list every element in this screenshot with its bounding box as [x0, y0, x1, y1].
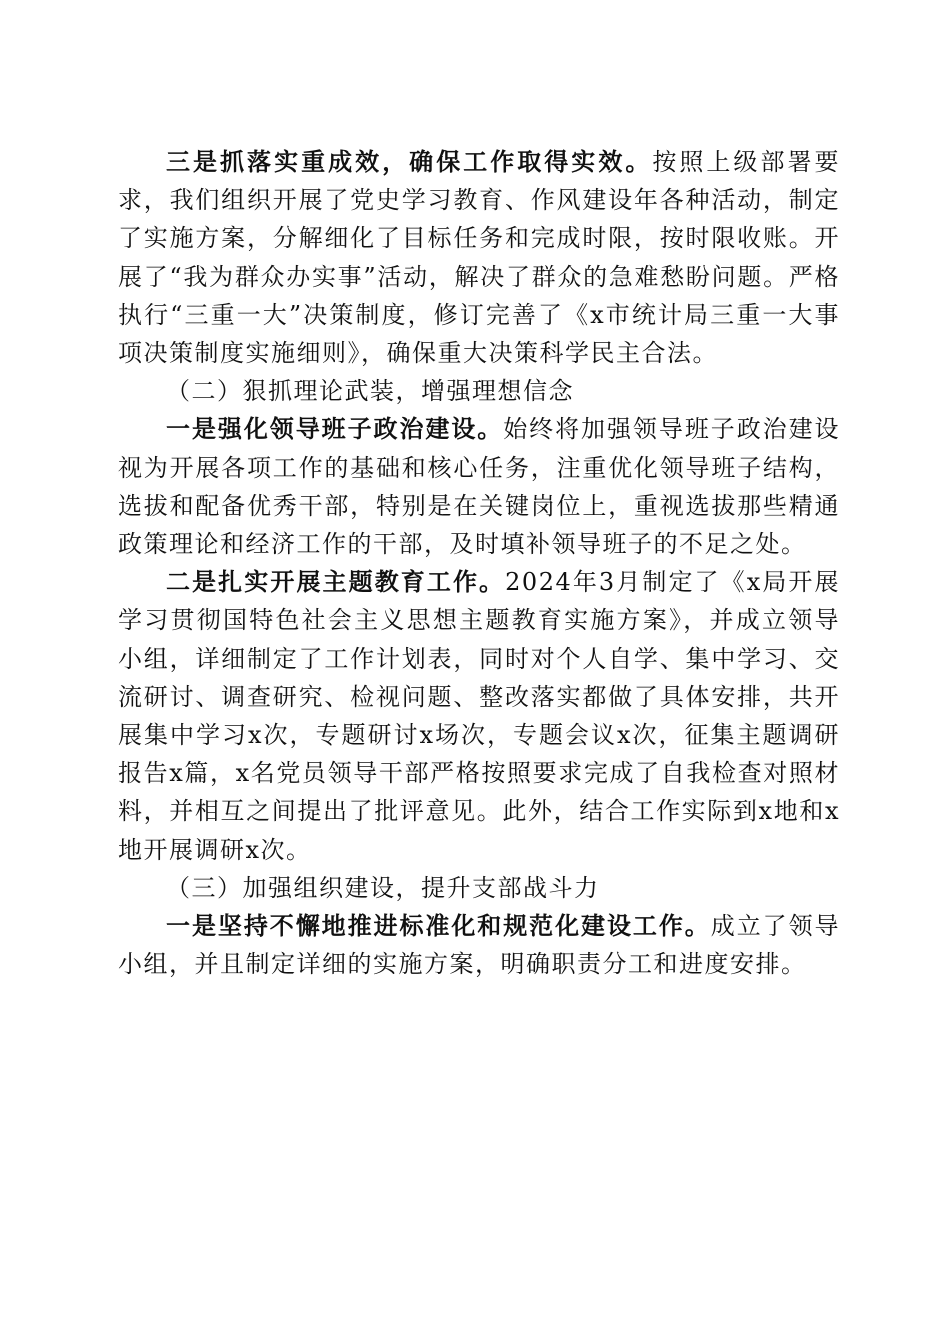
- paragraph-text: 始终将加强领导班子政治建设视为开展各项工作的基础和核心任务，注重优化领导班子结构，选拔和配备优秀干部，特别是在关键岗位上，重视选拔那些精通政策理论和经济工作的干部，及时填补领导班子的不足之处。: [118, 415, 841, 559]
- paragraph-lead: 一是坚持不懈地推进标准化和规范化建设工作。: [166, 911, 711, 941]
- paragraph-text: 2024年3月制定了《x局开展学习贯彻国特色社会主义思想主题教育实施方案》，并成立领导小组，详细制定了工作计划表，同时对个人自学、集中学习、交流研讨、调查研究、检视问题、整改落实都做了具体安排，共开展集中学习x次，专题研讨x场次，专题会议x次，征集主题调研报告x篇，x名党员领导干部严格按照要求完成了自我检查对照材料，并相互之间提出了批评意见。此外，结合工作实际到x地和x地开展调研x次。: [118, 568, 841, 864]
- paragraph-text: 成立了领导小组，并且制定详细的实施方案，明确职责分工和进度安排。: [118, 912, 841, 979]
- paragraph-standardization: [118, 907, 840, 983]
- paragraph-lead: 三是抓落实重成效，确保工作取得实效。: [166, 147, 653, 176]
- section-heading-theory: （二）狠抓理论武装，增强理想信念: [166, 377, 574, 406]
- paragraph-lead: 二是扎实开展主题教育工作。: [166, 567, 506, 597]
- paragraph-text: 按照上级部署要求，我们组织开展了党史学习教育、作风建设年各种活动，制定了实施方案，分解细化了目标任务和完成时限，按时限收账。开展了“我为群众办实事”活动，解决了群众的急难愁盼问题。严格执行“三重一大”决策制度，修订完善了《x市统计局三重一大事项决策制度实施细则》，确保重大决策科学民主合法。: [118, 148, 840, 368]
- paragraph-implementation: [118, 143, 840, 372]
- paragraph-lead: 一是强化领导班子政治建设。: [166, 414, 504, 444]
- paragraph-theme-education: [118, 563, 840, 869]
- document-body: [118, 143, 840, 983]
- paragraph-leadership-building: [118, 410, 840, 563]
- section-heading-organization: （三）加强组织建设，提升支部战斗力: [166, 873, 600, 902]
